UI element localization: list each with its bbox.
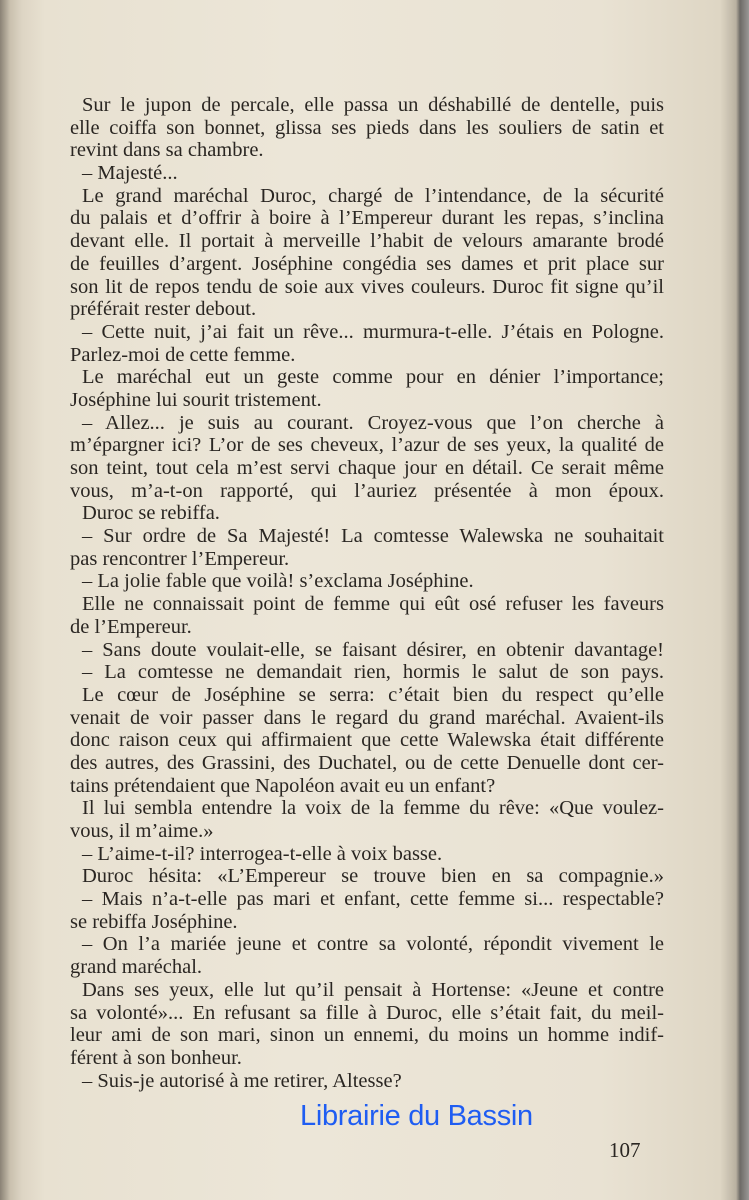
text-line: vous, m’a-t-on rapporté, qui l’auriez présentée à mon époux. [70, 479, 664, 502]
text-line: venait de voir passer dans le regard du grand maréchal. Avaient-ils [70, 706, 664, 729]
page-number: 107 [609, 1138, 641, 1162]
text-line: son lit de repos tendu de soie aux vives couleurs. Duroc fit signe qu’il [70, 275, 664, 298]
previous-page-edge [0, 60, 24, 820]
text-line: m’épargner ici? L’or de ses cheveux, l’azur de ses yeux, la qualité de [70, 434, 664, 457]
text-line: – Allez... je suis au courant. Croyez-vous que l’on cherche à [82, 411, 664, 434]
text-line: Il lui sembla entendre la voix de la femme du rêve: «Que voulez- [82, 797, 664, 820]
bookseller-watermark: Librairie du Bassin [300, 1100, 533, 1132]
text-line: des autres, des Grassini, des Duchatel, ou de cette Denuelle dont cer- [70, 751, 664, 774]
text-line: de l’Empereur. [70, 615, 192, 638]
text-line: férent à son bonheur. [70, 1046, 242, 1069]
text-line: – On l’a mariée jeune et contre sa volonté, répondit vivement le [82, 933, 664, 956]
text-line: revint dans sa chambre. [70, 139, 264, 162]
text-line: Le cœur de Joséphine se serra: c’était bien du respect qu’elle [82, 683, 664, 706]
text-line: sa volonté»... En refusant sa fille à Duroc, elle s’était fait, du meil- [70, 1001, 664, 1024]
text-line: Dans ses yeux, elle lut qu’il pensait à Hortense: «Jeune et contre [82, 978, 664, 1001]
text-line: se rebiffa Joséphine. [70, 910, 238, 933]
text-line: – La jolie fable que voilà! s’exclama Joséphine. [82, 570, 474, 593]
text-line: Parlez-moi de cette femme. [70, 343, 296, 366]
text-line: elle coiffa son bonnet, glissa ses pieds dans les souliers de satin et [70, 116, 664, 139]
text-line: grand maréchal. [70, 956, 203, 979]
text-line: – Cette nuit, j’ai fait un rêve... murmura-t-elle. J’étais en Pologne. [82, 320, 664, 343]
text-line: Elle ne connaissait point de femme qui eût osé refuser les faveurs [82, 593, 664, 616]
text-line: – L’aime-t-il? interrogea-t-elle à voix basse. [82, 842, 443, 865]
text-line: de feuilles d’argent. Joséphine congédia ses dames et prit place sur [70, 252, 664, 275]
text-line: – Sur ordre de Sa Majesté! La comtesse Walewska ne souhaitait [82, 525, 664, 548]
text-line: Sur le jupon de percale, elle passa un déshabillé de dentelle, puis [82, 94, 664, 116]
text-line: Duroc se rebiffa. [82, 502, 220, 525]
text-line: tains prétendaient que Napoléon avait eu un enfant? [70, 774, 496, 797]
text-line: Duroc hésita: «L’Empereur se trouve bien en sa compagnie.» [82, 865, 664, 888]
text-line: – Majesté... [82, 162, 178, 185]
text-line: du palais et d’offrir à boire à l’Empereur durant les repas, s’inclina [70, 207, 664, 230]
text-line: vous, il m’aime.» [70, 820, 214, 842]
text-line: devant elle. Il portait à merveille l’habit de velours amarante brodé [70, 230, 664, 253]
text-line: – Sans doute voulait-elle, se faisant désirer, en obtenir davantage! [82, 638, 664, 661]
text-line: – Suis-je autorisé à me retirer, Altesse? [82, 1069, 402, 1092]
text-line: – Mais n’a-t-elle pas mari et enfant, cette femme si... respectable? [82, 888, 664, 911]
text-line: – La comtesse ne demandait rien, hormis le salut de son pays. [82, 661, 664, 684]
text-line: Le grand maréchal Duroc, chargé de l’intendance, de la sécurité [82, 184, 664, 207]
text-line: Le maréchal eut un geste comme pour en dénier l’importance; [82, 366, 664, 389]
text-line: pas rencontrer l’Empereur. [70, 547, 290, 570]
text-line: son teint, tout cela m’est servi chaque jour en détail. Ce serait même [70, 457, 664, 479]
text-line: leur ami de son mari, sinon un ennemi, du moins un homme indif- [70, 1024, 664, 1047]
text-line: Joséphine lui sourit tristement. [70, 388, 322, 411]
text-line: donc raison ceux qui affirmaient que cette Walewska était différente [70, 729, 664, 752]
page-body-text [70, 94, 664, 1092]
text-line: préférait rester debout. [70, 298, 257, 321]
